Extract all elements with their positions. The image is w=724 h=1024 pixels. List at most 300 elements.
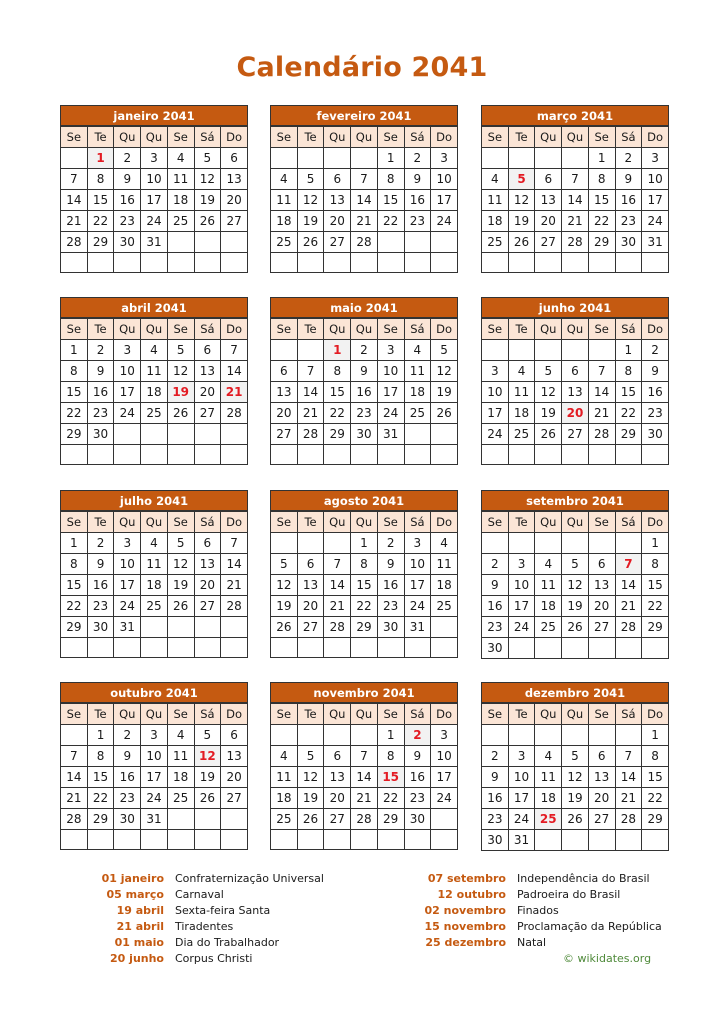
weekday-header: Se [271, 704, 298, 725]
day-cell: 23 [404, 211, 431, 232]
week-row [61, 445, 248, 465]
week-row [61, 809, 248, 830]
day-cell: 6 [562, 361, 589, 382]
empty-cell [431, 809, 458, 830]
week-row [61, 596, 248, 617]
empty-cell [167, 424, 194, 445]
day-cell: 27 [588, 617, 615, 638]
weekday-header: Se [61, 319, 88, 340]
day-cell: 28 [61, 232, 88, 253]
day-cell: 23 [642, 403, 669, 424]
day-cell: 27 [535, 232, 562, 253]
day-cell: 10 [431, 746, 458, 767]
day-cell: 5 [297, 169, 324, 190]
holiday-column-right [400, 871, 662, 951]
holiday-date: 20 junho [110, 952, 164, 965]
week-row [271, 211, 458, 232]
week-row [482, 148, 669, 169]
weekday-header: Sá [404, 319, 431, 340]
day-cell: 17 [114, 382, 141, 403]
empty-cell [221, 638, 248, 658]
day-cell: 1 [588, 148, 615, 169]
day-cell: 17 [642, 190, 669, 211]
holiday-day-cell: 7 [615, 554, 642, 575]
day-cell: 13 [588, 575, 615, 596]
day-cell: 1 [377, 725, 404, 746]
day-cell: 24 [431, 788, 458, 809]
day-cell: 31 [642, 232, 669, 253]
empty-cell [535, 830, 562, 851]
week-row [61, 575, 248, 596]
day-cell: 19 [535, 403, 562, 424]
day-cell: 13 [194, 361, 221, 382]
day-cell: 17 [141, 190, 168, 211]
week-row [271, 767, 458, 788]
weekday-header: Do [221, 127, 248, 148]
day-cell: 14 [588, 382, 615, 403]
day-cell: 31 [141, 232, 168, 253]
week-row [482, 617, 669, 638]
empty-cell [167, 830, 194, 850]
weekday-header: Qu [351, 127, 378, 148]
empty-cell [167, 809, 194, 830]
empty-cell [404, 445, 431, 465]
day-cell: 13 [588, 767, 615, 788]
month-title: dezembro 2041 [481, 682, 669, 703]
day-cell: 29 [87, 232, 114, 253]
day-cell: 16 [404, 767, 431, 788]
day-cell: 3 [377, 340, 404, 361]
empty-cell [508, 533, 535, 554]
holiday-date: 15 novembro [424, 920, 506, 933]
empty-cell [642, 830, 669, 851]
holiday-day-cell: 2 [404, 725, 431, 746]
weekday-header: Se [167, 512, 194, 533]
day-cell: 8 [588, 169, 615, 190]
day-cell: 27 [562, 424, 589, 445]
month-calendar [481, 490, 669, 659]
weekday-header: Qu [562, 704, 589, 725]
day-cell: 21 [221, 575, 248, 596]
day-cell: 27 [271, 424, 298, 445]
day-cell: 25 [167, 211, 194, 232]
empty-cell [535, 148, 562, 169]
day-cell: 13 [271, 382, 298, 403]
empty-cell [114, 424, 141, 445]
day-cell: 2 [87, 533, 114, 554]
empty-cell [535, 638, 562, 659]
week-row [271, 575, 458, 596]
day-cell: 15 [87, 190, 114, 211]
day-cell: 19 [271, 596, 298, 617]
day-cell: 7 [351, 169, 378, 190]
day-cell: 7 [61, 746, 88, 767]
empty-cell [615, 638, 642, 659]
weekday-header: Do [431, 704, 458, 725]
weekday-header: Te [87, 319, 114, 340]
empty-cell [271, 340, 298, 361]
day-cell: 16 [87, 382, 114, 403]
day-cell: 4 [535, 746, 562, 767]
weekday-header: Qu [114, 127, 141, 148]
empty-cell [431, 232, 458, 253]
day-cell: 14 [221, 554, 248, 575]
weekday-header: Se [588, 127, 615, 148]
month-calendar [60, 490, 248, 658]
day-cell: 3 [141, 725, 168, 746]
day-cell: 16 [404, 190, 431, 211]
holiday-name: Finados [517, 904, 559, 917]
week-row [271, 361, 458, 382]
day-cell: 11 [535, 575, 562, 596]
day-cell: 3 [141, 148, 168, 169]
holiday-row [400, 919, 662, 935]
empty-cell [482, 340, 509, 361]
empty-cell [404, 253, 431, 273]
day-cell: 16 [114, 767, 141, 788]
holiday-day-cell: 1 [87, 148, 114, 169]
day-cell: 26 [562, 617, 589, 638]
day-cell: 12 [297, 767, 324, 788]
day-cell: 8 [87, 746, 114, 767]
day-cell: 7 [221, 533, 248, 554]
empty-cell [61, 253, 88, 273]
day-cell: 1 [642, 533, 669, 554]
day-cell: 17 [431, 767, 458, 788]
week-row [482, 211, 669, 232]
empty-cell [482, 445, 509, 465]
week-row [271, 788, 458, 809]
day-cell: 6 [194, 340, 221, 361]
empty-cell [167, 253, 194, 273]
holiday-day-cell: 21 [221, 382, 248, 403]
day-cell: 28 [351, 232, 378, 253]
month-calendar [481, 105, 669, 273]
day-cell: 28 [588, 424, 615, 445]
week-row [271, 830, 458, 850]
weekday-header: Qu [324, 319, 351, 340]
week-row [271, 190, 458, 211]
holiday-name: Independência do Brasil [517, 872, 650, 885]
day-cell: 8 [642, 746, 669, 767]
weekday-header: Te [297, 704, 324, 725]
day-cell: 15 [61, 382, 88, 403]
empty-cell [431, 617, 458, 638]
day-cell: 7 [615, 746, 642, 767]
day-cell: 31 [404, 617, 431, 638]
day-cell: 20 [221, 767, 248, 788]
day-cell: 28 [61, 809, 88, 830]
day-cell: 20 [194, 575, 221, 596]
day-cell: 31 [141, 809, 168, 830]
day-cell: 28 [324, 617, 351, 638]
holiday-name: Padroeira do Brasil [517, 888, 621, 901]
day-cell: 17 [141, 767, 168, 788]
day-cell: 15 [87, 767, 114, 788]
day-cell: 2 [377, 533, 404, 554]
empty-cell [141, 617, 168, 638]
weekday-header: Se [167, 319, 194, 340]
month-calendar [270, 682, 458, 850]
day-cell: 19 [297, 788, 324, 809]
day-cell: 26 [508, 232, 535, 253]
day-cell: 30 [351, 424, 378, 445]
day-cell: 11 [404, 361, 431, 382]
day-cell: 21 [588, 403, 615, 424]
weekday-header: Se [167, 704, 194, 725]
day-cell: 26 [271, 617, 298, 638]
day-cell: 2 [642, 340, 669, 361]
empty-cell [61, 445, 88, 465]
weekday-header: Se [271, 319, 298, 340]
day-cell: 3 [642, 148, 669, 169]
day-cell: 9 [404, 169, 431, 190]
empty-cell [642, 638, 669, 659]
empty-cell [297, 830, 324, 850]
empty-cell [508, 253, 535, 273]
empty-cell [404, 638, 431, 658]
holiday-name: Proclamação da República [517, 920, 662, 933]
day-cell: 28 [615, 809, 642, 830]
day-cell: 20 [324, 211, 351, 232]
day-cell: 20 [297, 596, 324, 617]
week-row [482, 596, 669, 617]
day-cell: 22 [324, 403, 351, 424]
empty-cell [221, 617, 248, 638]
month-title: setembro 2041 [481, 490, 669, 511]
month-title: maio 2041 [270, 297, 458, 318]
day-cell: 10 [431, 169, 458, 190]
month-title: fevereiro 2041 [270, 105, 458, 126]
day-cell: 7 [221, 340, 248, 361]
week-row [61, 211, 248, 232]
holiday-row [400, 871, 662, 887]
empty-cell [351, 253, 378, 273]
empty-cell [167, 617, 194, 638]
holiday-day-cell: 1 [324, 340, 351, 361]
weekday-header: Se [482, 127, 509, 148]
week-row [61, 424, 248, 445]
day-cell: 23 [615, 211, 642, 232]
empty-cell [562, 725, 589, 746]
empty-cell [167, 445, 194, 465]
weekday-header: Se [271, 512, 298, 533]
day-cell: 3 [508, 554, 535, 575]
empty-cell [141, 424, 168, 445]
holiday-day-cell: 5 [508, 169, 535, 190]
day-cell: 12 [535, 382, 562, 403]
day-cell: 27 [221, 788, 248, 809]
day-cell: 29 [615, 424, 642, 445]
day-cell: 17 [377, 382, 404, 403]
day-cell: 1 [87, 725, 114, 746]
day-cell: 10 [377, 361, 404, 382]
day-cell: 2 [114, 148, 141, 169]
week-row [271, 554, 458, 575]
day-cell: 19 [167, 575, 194, 596]
empty-cell [114, 830, 141, 850]
weekday-header: Sá [194, 704, 221, 725]
empty-cell [588, 638, 615, 659]
day-cell: 30 [615, 232, 642, 253]
month-calendar [60, 105, 248, 273]
week-row [271, 809, 458, 830]
day-cell: 11 [167, 746, 194, 767]
week-row [271, 232, 458, 253]
day-cell: 24 [508, 809, 535, 830]
weekday-header: Se [588, 319, 615, 340]
holiday-row [400, 887, 662, 903]
day-cell: 23 [351, 403, 378, 424]
weekday-header: Se [482, 704, 509, 725]
day-cell: 12 [271, 575, 298, 596]
holiday-day-cell: 20 [562, 403, 589, 424]
weekday-header: Qu [141, 704, 168, 725]
day-cell: 20 [535, 211, 562, 232]
week-row [61, 361, 248, 382]
day-cell: 26 [167, 403, 194, 424]
week-row [482, 767, 669, 788]
empty-cell [271, 830, 298, 850]
day-cell: 29 [588, 232, 615, 253]
month-title: janeiro 2041 [60, 105, 248, 126]
day-cell: 16 [615, 190, 642, 211]
day-cell: 14 [221, 361, 248, 382]
week-row [482, 445, 669, 465]
empty-cell [431, 445, 458, 465]
day-cell: 12 [167, 361, 194, 382]
weekday-header: Do [221, 704, 248, 725]
weekday-header: Te [508, 319, 535, 340]
empty-cell [61, 638, 88, 658]
day-cell: 27 [221, 211, 248, 232]
holiday-day-cell: 12 [194, 746, 221, 767]
day-cell: 21 [615, 596, 642, 617]
weekday-header: Qu [535, 127, 562, 148]
holiday-date: 07 setembro [427, 872, 506, 885]
holiday-row [400, 903, 662, 919]
day-cell: 29 [351, 617, 378, 638]
day-cell: 19 [508, 211, 535, 232]
weekday-header: Do [642, 127, 669, 148]
day-cell: 5 [562, 554, 589, 575]
day-cell: 15 [351, 575, 378, 596]
day-cell: 6 [588, 746, 615, 767]
day-cell: 23 [114, 788, 141, 809]
week-row [482, 340, 669, 361]
day-cell: 2 [351, 340, 378, 361]
day-cell: 28 [221, 596, 248, 617]
weekday-header: Qu [141, 319, 168, 340]
holiday-day-cell: 15 [377, 767, 404, 788]
day-cell: 16 [114, 190, 141, 211]
week-row [271, 148, 458, 169]
day-cell: 17 [508, 788, 535, 809]
day-cell: 9 [482, 767, 509, 788]
day-cell: 10 [482, 382, 509, 403]
day-cell: 19 [562, 596, 589, 617]
day-cell: 15 [642, 575, 669, 596]
empty-cell [141, 253, 168, 273]
weekday-header: Do [642, 319, 669, 340]
weekday-header: Do [642, 512, 669, 533]
empty-cell [615, 725, 642, 746]
day-cell: 5 [167, 533, 194, 554]
weekday-header: Se [377, 319, 404, 340]
empty-cell [377, 445, 404, 465]
day-cell: 30 [404, 809, 431, 830]
day-cell: 7 [351, 746, 378, 767]
empty-cell [377, 638, 404, 658]
holiday-row [58, 951, 324, 967]
day-cell: 9 [114, 746, 141, 767]
day-cell: 24 [431, 211, 458, 232]
day-cell: 23 [377, 596, 404, 617]
day-cell: 6 [221, 148, 248, 169]
week-row [482, 382, 669, 403]
day-cell: 16 [482, 788, 509, 809]
empty-cell [221, 830, 248, 850]
week-row [61, 830, 248, 850]
weekday-header: Qu [114, 704, 141, 725]
day-cell: 19 [431, 382, 458, 403]
day-cell: 5 [271, 554, 298, 575]
weekday-header: Se [61, 704, 88, 725]
week-row [482, 830, 669, 851]
holiday-column-left [58, 871, 324, 967]
day-cell: 10 [114, 361, 141, 382]
empty-cell [588, 253, 615, 273]
empty-cell [615, 830, 642, 851]
day-cell: 29 [642, 617, 669, 638]
empty-cell [482, 253, 509, 273]
empty-cell [297, 253, 324, 273]
day-cell: 22 [377, 211, 404, 232]
day-cell: 9 [482, 575, 509, 596]
holiday-date: 12 outubro [437, 888, 506, 901]
day-cell: 25 [535, 617, 562, 638]
day-cell: 6 [194, 533, 221, 554]
empty-cell [404, 232, 431, 253]
week-row [482, 424, 669, 445]
day-cell: 24 [141, 788, 168, 809]
day-cell: 22 [61, 403, 88, 424]
empty-cell [297, 638, 324, 658]
day-cell: 3 [431, 725, 458, 746]
week-row [61, 382, 248, 403]
day-cell: 14 [351, 767, 378, 788]
day-cell: 22 [615, 403, 642, 424]
day-cell: 26 [297, 232, 324, 253]
day-cell: 16 [482, 596, 509, 617]
day-cell: 19 [562, 788, 589, 809]
day-cell: 9 [615, 169, 642, 190]
day-cell: 30 [114, 232, 141, 253]
day-cell: 9 [114, 169, 141, 190]
day-cell: 24 [482, 424, 509, 445]
empty-cell [324, 533, 351, 554]
empty-cell [351, 725, 378, 746]
empty-cell [324, 253, 351, 273]
day-cell: 5 [194, 148, 221, 169]
day-cell: 25 [431, 596, 458, 617]
week-row [482, 809, 669, 830]
empty-cell [141, 638, 168, 658]
weekday-header: Do [431, 512, 458, 533]
day-cell: 5 [297, 746, 324, 767]
empty-cell [562, 253, 589, 273]
week-row [61, 554, 248, 575]
